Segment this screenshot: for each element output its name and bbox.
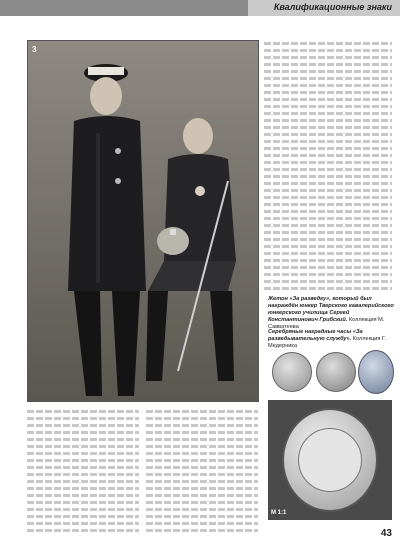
body-text-middle-column [146,408,258,534]
scale-label: М 1:1 [271,510,287,516]
caption-watch [268,329,396,350]
watch-dial [298,428,362,492]
caption-badge-credit: Коллекция М. Савватеева [268,317,385,330]
pocket-watch-image [268,400,392,520]
photo-number: 3 [32,45,37,54]
portrait-photograph [27,40,259,402]
badge-front-image [272,352,312,392]
running-header [0,0,400,16]
body-text-left-column [27,408,139,534]
badge-blue-image [358,350,394,394]
caption-watch-credit: Коллекция Г. Медерника [268,336,386,349]
soldiers-illustration [28,41,259,402]
caption-watch-title: Серебряные наградные часы «За разведывательную службу». [268,329,363,342]
body-text-right-column [264,40,392,292]
watch-case [282,408,378,512]
medal-images [268,350,396,398]
header-bar [0,0,248,16]
badge-back-image [316,352,356,392]
caption-badge [268,296,396,331]
page-number: 43 [380,528,392,539]
caption-badge-title: Жетон «За разведку», который был награждён юнкер Тверского кавалерийского юнкерского училища Сергей Константинович Грибский. [268,296,394,323]
section-title: Квалификационные знаки [273,2,392,12]
